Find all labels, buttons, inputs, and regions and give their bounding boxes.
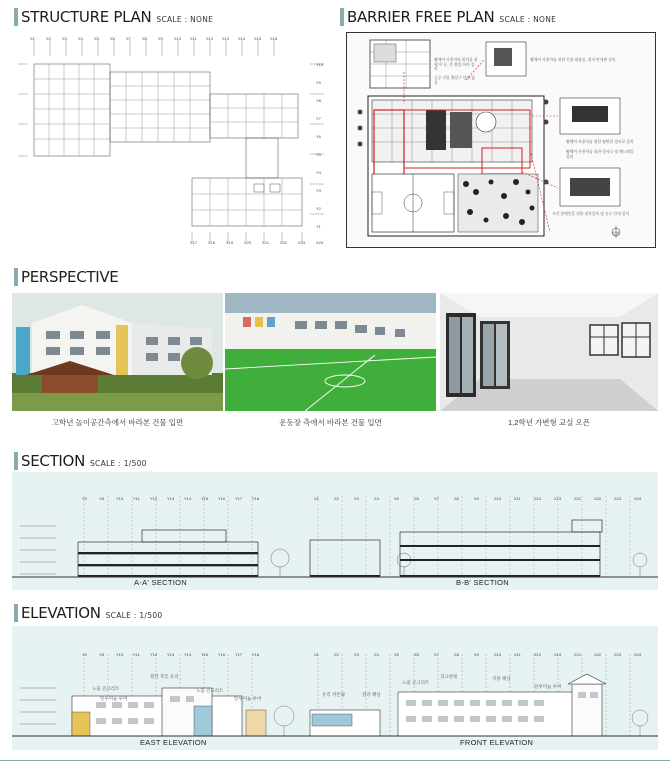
structure-grid-tag: X13	[222, 36, 230, 41]
structure-grid-tag: X7	[126, 36, 131, 41]
elevation-grid-tag: Y12	[150, 652, 158, 657]
page-bottom-rule	[0, 760, 670, 761]
elevation-grid-tag: X24	[634, 652, 642, 657]
structure-top-grid	[34, 40, 274, 56]
barrier-legend: 범례	[612, 232, 620, 236]
section-grid-tag: X13	[554, 496, 562, 501]
perspective-caption-2: 운동장 측에서 바라본 건물 입면	[279, 418, 382, 427]
structure-grid-tag: Y5	[316, 152, 321, 157]
structure-grid-tag: X3	[62, 36, 67, 41]
structure-grid-tag: Y9	[316, 80, 321, 85]
elevation-grid-tag: X13	[554, 652, 562, 657]
section-grid-tag: X12	[534, 496, 542, 501]
section-grid-tag: X9	[474, 496, 479, 501]
elevation-grid-tag: X4	[374, 652, 379, 657]
structure-grid-tag: X5	[94, 36, 99, 41]
elevation-grid-tag: X6	[414, 652, 419, 657]
structure-title-bar	[14, 8, 18, 26]
barrier-note-5: 휠체어 사용자를 위한 경사로 및 핸드레일 설치	[566, 150, 634, 159]
elevation-scale: SCALE : 1/500	[105, 611, 163, 620]
structure-grid-tag: X21	[262, 240, 270, 245]
perspective-render-2	[225, 293, 436, 411]
elevation-material-tag: 알루미늄 루버	[100, 696, 128, 701]
section-grid-tag: Y18	[252, 496, 260, 501]
elevation-grid-tag: X23	[614, 652, 622, 657]
section-grid-tag: X7	[434, 496, 439, 501]
barrier-plan-title	[347, 8, 556, 26]
structure-grid-tag: X16	[270, 36, 278, 41]
section-grid-tag: X10	[494, 496, 502, 501]
perspective-render-1	[12, 293, 223, 411]
elevation-title-text: ELEVATION	[21, 604, 101, 622]
elevation-material-tag: 유리 커튼월	[322, 692, 345, 697]
structure-grid-tag: X4	[78, 36, 83, 41]
section-scale: SCALE : 1/500	[90, 459, 147, 468]
section-title-bar	[14, 452, 18, 470]
elevation-grid-tag: Y10	[116, 652, 124, 657]
barrier-title-bar	[340, 8, 344, 26]
structure-grid-tag: X15	[254, 36, 262, 41]
structure-grid-tag: X10	[174, 36, 182, 41]
elevation-grid-tag: Y14	[184, 652, 192, 657]
section-a-label: A-A' SECTION	[134, 578, 187, 587]
structure-grid-tag: Y8	[316, 98, 321, 103]
section-grid-tag: X8	[454, 496, 459, 501]
structure-grid-tag: X1	[30, 36, 35, 41]
elevation-grid-tag: X8	[454, 652, 459, 657]
structure-grid-tag: Y1	[316, 224, 321, 229]
elevation-grid-tag: Y16	[218, 652, 226, 657]
section-title-text: SECTION	[21, 452, 85, 470]
structure-grid-tag: X17	[190, 240, 198, 245]
perspective-caption-1: 고학년 놀이공간측에서 바라본 건물 입면	[51, 418, 184, 427]
elevation-material-tag: 알루미늄 루버	[234, 696, 262, 701]
section-grid-tag: Y13	[167, 496, 175, 501]
structure-grid-tag: Y6	[316, 134, 321, 139]
elevation-material-tag: 컬러 패널	[362, 692, 381, 697]
section-grid-tag: X3	[354, 496, 359, 501]
elevation-grid-tag: Y18	[252, 652, 260, 657]
structure-grid-tag: X14	[238, 36, 246, 41]
elevation-grid-tag: X3	[354, 652, 359, 657]
barrier-note-6: 공공 건물 출입구 단차 없음	[434, 76, 475, 85]
perspective-title	[21, 268, 119, 286]
structure-grid-tag: X18	[208, 240, 216, 245]
structure-grid-tag: Y10	[316, 62, 324, 67]
section-title	[21, 452, 147, 470]
elevation-grid-tag: Y9	[82, 652, 87, 657]
structure-grid-tag: X2	[46, 36, 51, 41]
elevation-grid-tag: X9	[474, 652, 479, 657]
barrier-note-2: 휠체어 사용자를 위한 전용 화장실, 점자 안내판 설치	[530, 58, 616, 62]
structure-grid-tag: X12	[206, 36, 214, 41]
section-grid-tag: Y14	[184, 496, 192, 501]
elevation-title-bar	[14, 604, 18, 622]
structure-grid-tag: X23	[298, 240, 306, 245]
section-grid-tag: X22	[594, 496, 602, 501]
section-grid-tag: Y11	[133, 496, 140, 501]
elevation-grid-tag: X1	[314, 652, 319, 657]
structure-grid-tag: Y7	[316, 116, 321, 121]
structure-grid-tag: X8	[142, 36, 147, 41]
structure-grid-tag: X19	[226, 240, 234, 245]
elevation-title	[21, 604, 162, 622]
section-grid-tag: Y8	[99, 496, 104, 501]
elevation-grid-tag: Y8	[99, 652, 104, 657]
elevation-material-tag: 지붕 패널	[492, 676, 511, 681]
front-elevation-label: FRONT ELEVATION	[460, 738, 534, 747]
barrier-title-text: BARRIER FREE PLAN	[347, 8, 495, 26]
elevation-grid-tag: Y13	[167, 652, 175, 657]
perspective-title-bar	[14, 268, 18, 286]
structure-grid-tag: X20	[244, 240, 252, 245]
elevation-grid-tag: Y15	[201, 652, 209, 657]
elevation-grid-tag: X2	[334, 652, 339, 657]
barrier-scale: SCALE : NONE	[499, 15, 557, 24]
section-grid-tag: Y12	[150, 496, 158, 501]
section-grid-tag: X5	[394, 496, 399, 501]
elevation-material-tag: 알루미늄 루버	[534, 684, 562, 689]
section-grid-tag: X1	[314, 496, 319, 501]
elevation-material-tag: 징크판넬	[440, 674, 458, 679]
section-grid-tag: X11	[514, 496, 521, 501]
section-grid-tag: X24	[634, 496, 642, 501]
structure-grid-tag: X9	[158, 36, 163, 41]
section-grid-tag: Y17	[235, 496, 243, 501]
section-grid-tag: Y9	[82, 496, 87, 501]
structure-plan-drawing	[14, 34, 332, 246]
elevation-material-tag: 노출 콘크리트	[92, 686, 120, 691]
structure-grid-tag: X22	[280, 240, 288, 245]
section-grid-tag: X21	[574, 496, 582, 501]
barrier-note-3: 휠체어 사용자를 위한 평탄한 경사로 설치	[566, 140, 634, 144]
section-grid-tag: Y10	[116, 496, 124, 501]
perspective-render-3	[440, 293, 658, 411]
structure-plan-title	[21, 8, 213, 26]
elevation-grid-tag: Y17	[235, 652, 243, 657]
elevation-grid-tag: Y11	[133, 652, 140, 657]
elevation-material-tag: 노출 콘크리트	[196, 688, 224, 693]
section-grid-tag: X6	[414, 496, 419, 501]
structure-grid-tag: X6	[110, 36, 115, 41]
structure-grid-tag: Y4	[316, 170, 321, 175]
perspective-title-text: PERSPECTIVE	[21, 268, 119, 286]
section-panel	[12, 472, 658, 590]
elevation-grid-tag: X21	[574, 652, 582, 657]
elevation-grid-tag: X5	[394, 652, 399, 657]
section-grid-tag: X2	[334, 496, 339, 501]
structure-grid-tag: Y3	[316, 188, 321, 193]
structure-grid-tag: X24	[316, 240, 324, 245]
elevation-grid-tag: X22	[594, 652, 602, 657]
structure-grid-tag: X11	[190, 36, 197, 41]
section-grid-tag: X23	[614, 496, 622, 501]
east-elevation-label: EAST ELEVATION	[140, 738, 207, 747]
barrier-note-1: 휠체어 사용자의 편의를 위해 이 동, 각 출입 아이 설치	[434, 58, 478, 72]
barrier-note-4: 시각 장애인을 위한 점자블록 및 유도 안내 설치	[552, 212, 630, 216]
section-b-label: B-B' SECTION	[456, 578, 509, 587]
elevation-grid-tag: X11	[514, 652, 521, 657]
structure-title-text: STRUCTURE PLAN	[21, 8, 152, 26]
section-grid-tag: Y15	[201, 496, 209, 501]
elevation-grid-tag: X7	[434, 652, 439, 657]
section-grid-tag: X4	[374, 496, 379, 501]
elevation-grid-tag: X10	[494, 652, 502, 657]
section-grid-tag: Y16	[218, 496, 226, 501]
perspective-caption-3: 1,2학년 가변형 교실 오픈	[508, 418, 590, 427]
elevation-grid-tag: X12	[534, 652, 542, 657]
elevation-material-tag: 컬러 복층 유리	[150, 674, 179, 679]
elevation-material-tag: 노출 콘크리트	[402, 680, 430, 685]
structure-grid-tag: Y2	[316, 206, 321, 211]
structure-scale: SCALE : NONE	[156, 15, 214, 24]
